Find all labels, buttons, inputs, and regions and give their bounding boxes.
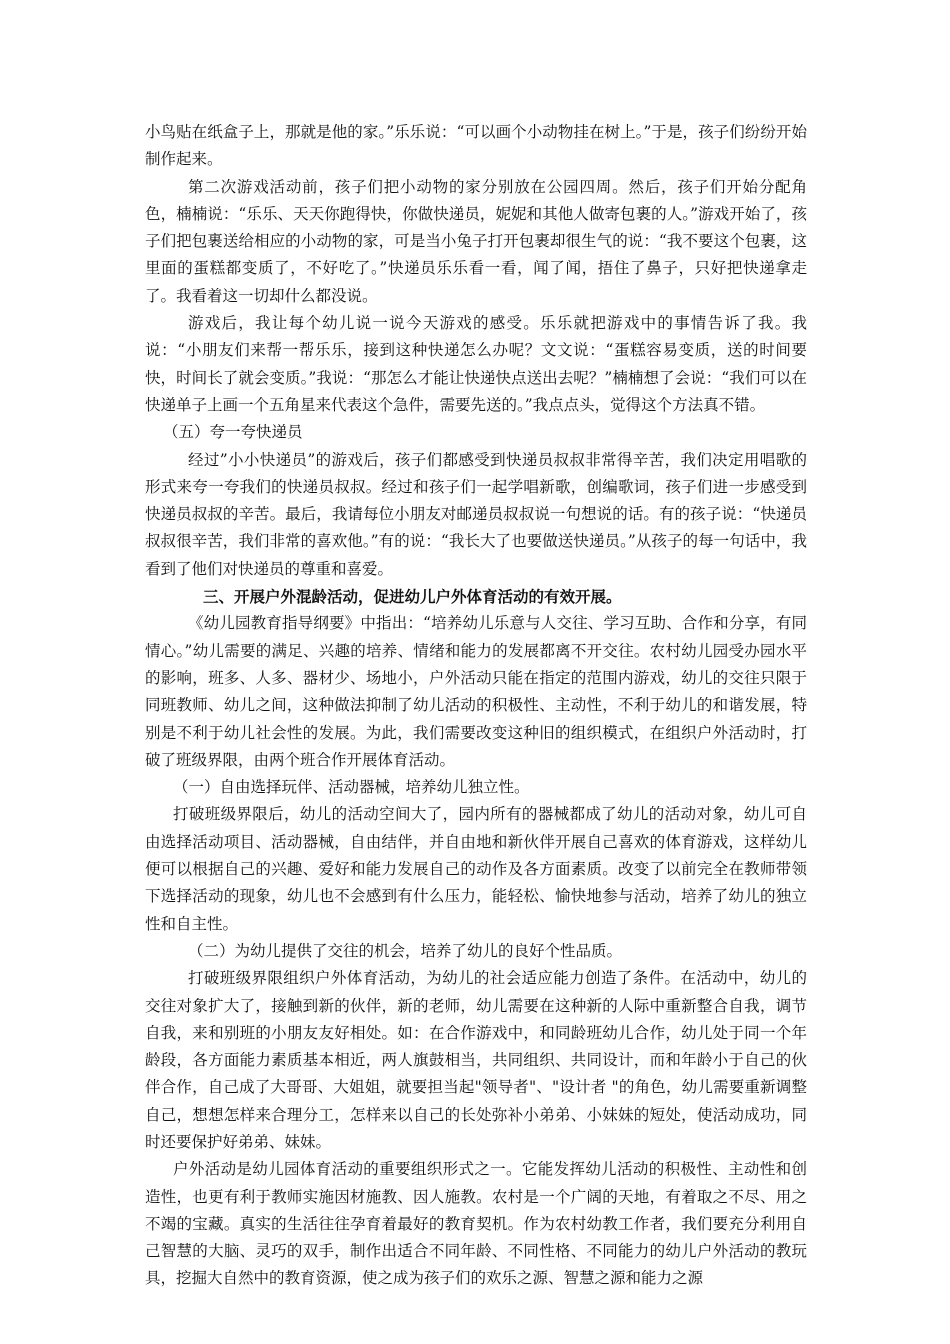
document-body (145, 119, 807, 1293)
paragraph-after-game: 游戏后，我让每个幼儿说一说今天游戏的感受。乐乐就把游戏中的事情告诉了我。我说：“小朋友们来帮一帮乐乐，接到这种快递怎么办呢？文文说：“蛋糕容易变质，送的时间要快，时间长了就会变质。”我说：“那怎么才能让快递快点送出去呢？”楠楠想了会说：“我们可以在快递单子上画一个五角星来代表这个急件，需要先送的。”我点点头，觉得这个方法真不错。 (145, 314, 807, 414)
paragraph-interaction: 打破班级界限组织户外体育活动，为幼儿的社会适应能力创造了条件。在活动中，幼儿的交往对象扩大了，接触到新的伙伴，新的老师，幼儿需要在这种新的人际中重新整合自我，调节自我，来和别班的小朋友友好相处。如：在合作游戏中，和同龄班幼儿合作，幼儿处于同一个年龄段，各方面能力素质基本相近，两人旗鼓相当，共同组织、共同设计，而和年龄小于自己的伙伴合作，自己成了大哥哥、大姐姐，就要担当起"领导者"、"设计者 "的角色，幼儿需要重新调整自己，想想怎样来合理分工，怎样来以自己的长处弥补小弟弟、小妹妹的短处，使活动成功，同时还要保护好弟弟、妹妹。 (145, 969, 807, 1151)
section-heading-praise-courier: （五）夸一夸快递员 (163, 423, 303, 442)
paragraph-conclusion: 户外活动是幼儿园体育活动的重要组织形式之一。它能发挥幼儿活动的积极性、主动性和创造性，也更有利于教师实施因材施教、因人施教。农村是一个广阔的天地，有着取之不尽、用之不竭的宝藏。真实的生活往往孕育着最好的教育契机。作为农村幼教工作者，我们要充分利用自己智慧的大脑、灵巧的双手，制作出适合不同年龄、不同性格、不同能力的幼儿户外活动的教玩具，挖掘大自然中的教育资源，使之成为孩子们的欢乐之源、智慧之源和能力之源 (145, 1160, 807, 1288)
section-heading-interaction: （二）为幼儿提供了交往的机会，培养了幼儿的良好个性品质。 (188, 941, 623, 960)
paragraph-praise-courier: 经过”小小快递员”的游戏后，孩子们都感受到快递员叔叔非常得辛苦，我们决定用唱歌的形式来夸一夸我们的快递员叔叔。经过和孩子们一起学唱新歌，创编歌词，孩子们进一步感受到快递员叔叔的辛苦。最后，我请每位小朋友对邮递员叔叔说一句想说的话。有的孩子说：“快递员叔叔很辛苦，我们非常的喜欢他。”有的说：“我长大了也要做送快递员。”从孩子的每一句话中，我看到了他们对快递员的尊重和喜爱。 (145, 450, 807, 578)
paragraph-continuation: 小鸟贴在纸盒子上，那就是他的家。”乐乐说：“可以画个小动物挂在树上。”于是，孩子们纷纷开始制作起来。 (145, 123, 807, 169)
paragraph-guideline: 《幼儿园教育指导纲要》中指出：“培养幼儿乐意与人交往、学习互助、合作和分享，有同情心。”幼儿需要的满足、兴趣的培养、情绪和能力的发展都离不开交往。农村幼儿园受办园水平的影响，班多、人多、器材少、场地小，户外活动只能在指定的范围内游戏，幼儿的交往只限于同班教师、幼儿之间，这种做法抑制了幼儿活动的积极性、主动性，不利于幼儿的和谐发展，特别是不利于幼儿社会性的发展。为此，我们需要改变这种旧的组织模式，在组织户外活动时，打破了班级界限，由两个班合作开展体育活动。 (145, 614, 807, 769)
section-heading-free-choice: （一）自由选择玩伴、活动器械，培养幼儿独立性。 (173, 778, 530, 797)
section-heading-outdoor-mixed-age: 三、开展户外混龄活动，促进幼儿户外体育活动的有效开展。 (203, 587, 622, 607)
paragraph-second-game: 第二次游戏活动前，孩子们把小动物的家分别放在公园四周。然后，孩子们开始分配角色，楠楠说：“乐乐、天天你跑得快，你做快递员，妮妮和其他人做寄包裹的人。”游戏开始了，孩子们把包裹送给相应的小动物的家，可是当小兔子打开包裹却很生气的说：“我不要这个包裹，这里面的蛋糕都变质了，不好吃了。”快递员乐乐看一看，闻了闻，捂住了鼻子，只好把快递拿走了。我看着这一切却什么都没说。 (145, 177, 807, 305)
paragraph-free-choice: 打破班级界限后，幼儿的活动空间大了，园内所有的器械都成了幼儿的活动对象，幼儿可自由选择活动项目、活动器械，自由结伴，并自由地和新伙伴开展自己喜欢的体育游戏，这样幼儿便可以根据自己的兴趣、爱好和能力发展自己的动作及各方面素质。改变了以前完全在教师带领下选择活动的现象，幼儿也不会感到有什么压力，能轻松、愉快地参与活动，培养了幼儿的独立性和自主性。 (145, 805, 807, 933)
